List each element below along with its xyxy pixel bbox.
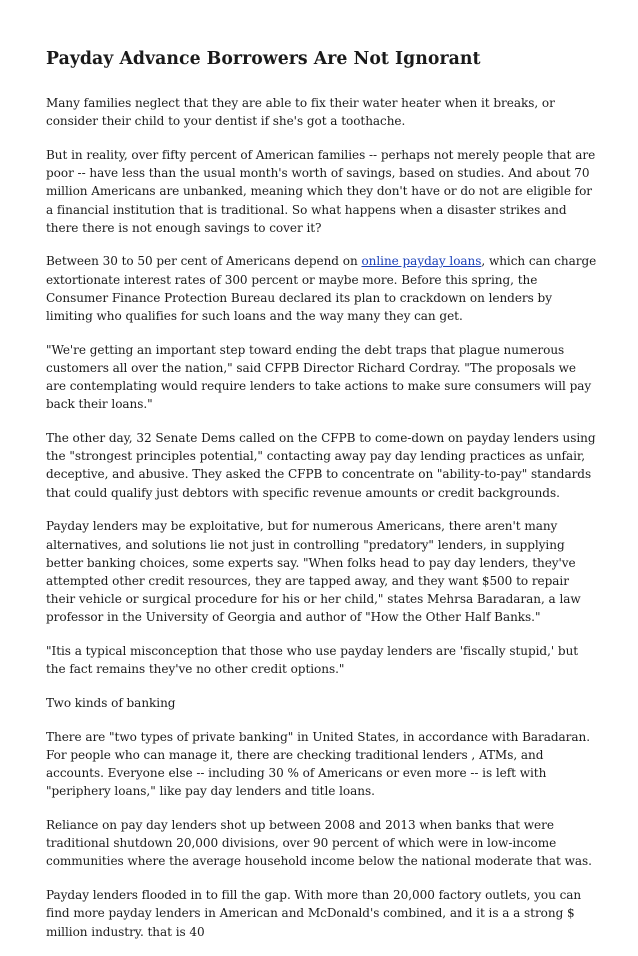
paragraph-3-before: Between 30 to 50 per cent of Americans depend on <box>46 254 362 269</box>
online-payday-loans-link[interactable]: online payday loans <box>361 254 482 269</box>
paragraph-9: There are "two types of private banking" in United States, in accordance with Baradaran. For people who can manage it, there are checking traditional lenders , ATMs, and accounts. Everyone else -- including 30 % of Americans or even more -- is left with "periphery loans," like pay day lenders and title loans. <box>46 729 590 799</box>
article-title: Payday Advance Borrowers Are Not Ignorant <box>46 49 481 69</box>
document-page <box>46 47 598 956</box>
paragraph-3-after: , which can charge extortionate interest rates of 300 percent or maybe more. Before this spring, the Consumer Finance Protection Bureau declared its plan to crackdown on lenders by limiting who qualifies for such loans and the way many they can get. <box>46 254 597 324</box>
paragraph-10: Reliance on pay day lenders shot up between 2008 and 2013 when banks that were traditional shutdown 20,000 divisions, over 90 percent of which were in low-income communities where the average household income below the national moderate that was. <box>46 818 592 869</box>
paragraph-1: Many families neglect that they are able to fix their water heater when it breaks, or consider their child to your dentist if she's got a toothache. <box>46 96 555 129</box>
paragraph-7: "Itis a typical misconception that those who use payday lenders are 'fiscally stupid,' but the fact remains they've no other credit options." <box>46 644 579 677</box>
paragraph-3 <box>46 252 598 325</box>
section-heading: Two kinds of banking <box>46 695 176 710</box>
paragraph-2: But in reality, over fifty percent of American families -- perhaps not merely people that are poor -- have less than the usual month's worth of savings, based on studies. And about 70 million Americans are unbanked, meaning which they don't have or do not are eligible for a financial institution that is traditional. So what happens when a disaster strikes and there there is not enough savings to cover it? <box>46 147 596 235</box>
paragraph-4: "We're getting an important step toward ending the debt traps that plague numerous customers all over the nation," said CFPB Director Richard Cordray. "The proposals we are contemplating would require lenders to take actions to make sure consumers will pay back their loans." <box>46 342 592 412</box>
paragraph-5: The other day, 32 Senate Dems called on the CFPB to come-down on payday lenders using the "strongest principles potential," contacting away pay day lending practices as unfair, deceptive, and abusive. They asked the CFPB to concentrate on "ability-to-pay" standards that could qualify just debtors with specific revenue amounts or credit backgrounds. <box>46 431 596 500</box>
paragraph-11: Payday lenders flooded in to fill the gap. With more than 20,000 factory outlets, you can find more payday lenders in American and McDonald's combined, and it is a a strong $ million industry. that is 40 <box>46 888 582 939</box>
paragraph-6: Payday lenders may be exploitative, but for numerous Americans, there aren't many alternatives, and solutions lie not just in controlling "predatory" lenders, in supplying better banking choices, some experts say. "When folks head to pay day lenders, they've attempted other credit resources, they are tapped away, and they want $500 to repair their vehicle or surgical procedure for his or her child," states Mehrsa Baradaran, a law professor in the University of Georgia and author of "How the Other Half Banks." <box>46 519 581 625</box>
